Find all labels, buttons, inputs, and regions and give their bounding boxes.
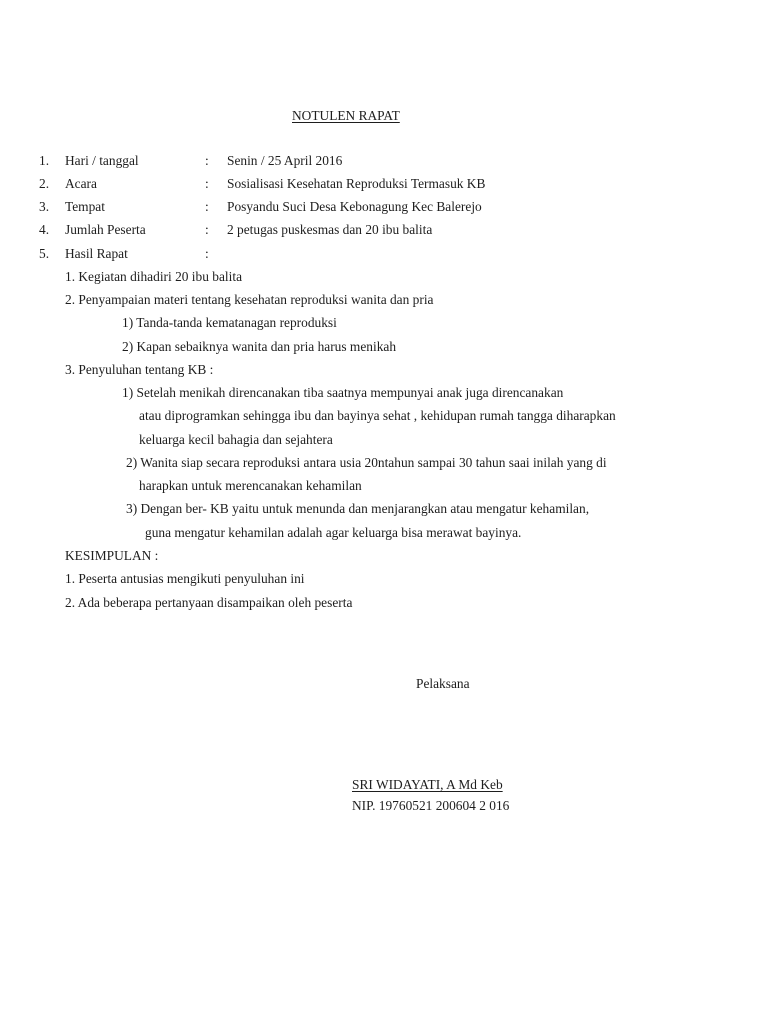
item-value: 2 petugas puskesmas dan 20 ibu balita [227,222,433,237]
result-point-3: 3. Penyuluhan tentang KB : [65,362,214,377]
signer-role: Pelaksana [416,676,470,691]
item-label: Jumlah Peserta [65,222,146,237]
item-number: 3. [39,199,50,214]
item-label: Acara [65,176,97,191]
item-label: Hasil Rapat [65,246,128,261]
result-subpoint-3-1-cont: atau diprogramkan sehingga ibu dan bayinya sehat , kehidupan rumah tangga diharapkan [139,408,616,423]
item-separator: : [205,199,209,214]
signer-name: SRI WIDAYATI, A Md Keb [352,777,503,792]
result-subpoint-3-1: 1) Setelah menikah direncanakan tiba saatnya mempunyai anak juga direncanakan [122,385,564,400]
conclusion-point-2: 2. Ada beberapa pertanyaan disampaikan oleh peserta [65,595,353,610]
document-title: NOTULEN RAPAT [292,108,400,123]
item-number: 5. [39,246,50,261]
result-subpoint-3-1-cont: keluarga kecil bahagia dan sejahtera [139,432,333,447]
item-label: Tempat [65,199,105,214]
item-separator: : [205,176,209,191]
item-separator: : [205,153,209,168]
item-value: Sosialisasi Kesehatan Reproduksi Termasuk KB [227,176,486,191]
result-subpoint-3-3-cont: guna mengatur kehamilan adalah agar keluarga bisa merawat bayinya. [145,525,522,540]
result-point-2: 2. Penyampaian materi tentang kesehatan reproduksi wanita dan pria [65,292,434,307]
item-value: Senin / 25 April 2016 [227,153,343,168]
conclusion-heading: KESIMPULAN : [65,548,159,563]
result-subpoint-2-2: 2) Kapan sebaiknya wanita dan pria harus menikah [122,339,397,354]
item-number: 4. [39,222,50,237]
result-point-1: 1. Kegiatan dihadiri 20 ibu balita [65,269,243,284]
item-separator: : [205,222,209,237]
item-label: Hari / tanggal [65,153,139,168]
result-subpoint-2-1: 1) Tanda-tanda kematanagan reproduksi [122,315,337,330]
result-subpoint-3-3: 3) Dengan ber- KB yaitu untuk menunda dan menjarangkan atau mengatur kehamilan, [126,501,590,516]
conclusion-point-1: 1. Peserta antusias mengikuti penyuluhan ini [65,571,305,586]
result-subpoint-3-2: 2) Wanita siap secara reproduksi antara usia 20ntahun sampai 30 tahun saai inilah yang di [126,455,607,470]
item-number: 2. [39,176,50,191]
item-value: Posyandu Suci Desa Kebonagung Kec Balerejo [227,199,482,214]
result-subpoint-3-2-cont: harapkan untuk merencanakan kehamilan [139,478,362,493]
signer-nip: NIP. 19760521 200604 2 016 [352,798,510,813]
item-separator: : [205,246,209,261]
item-number: 1. [39,153,50,168]
